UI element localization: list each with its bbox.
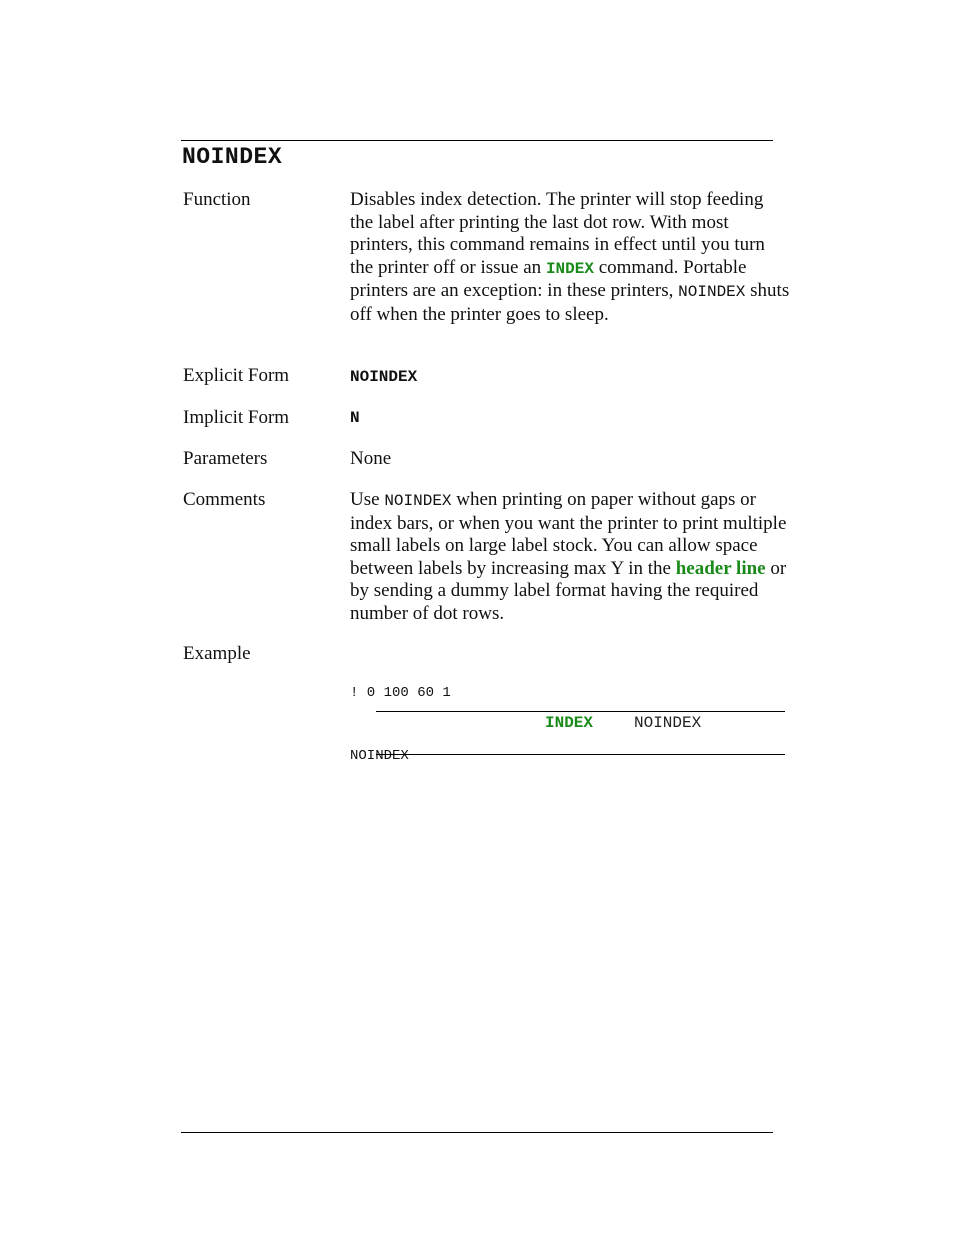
- page-title: NOINDEX: [182, 144, 283, 170]
- parameters-value: None: [350, 448, 392, 469]
- function-text-part1: Disables index detection. The printer will stop feeding the label after printing the last dot row. With most printers, this command remains in effect until you turn the printer off or issue an: [350, 189, 765, 278]
- bottom-rule: [181, 1132, 773, 1133]
- function-text-part2: command. Portable printers are an exception: in these printers,: [350, 256, 747, 301]
- comments-description: [350, 489, 790, 625]
- explicit-form-value: NOINDEX: [350, 368, 418, 386]
- function-description: [350, 189, 790, 326]
- implicit-form-label: Implicit Form: [183, 407, 290, 428]
- see-also-noindex-item: NOINDEX: [634, 714, 702, 732]
- comments-text-part2: when printing on paper without gaps or index bars, or when you want the printer to print multiple small labels on large label stock. You can allow space between labels by increasing max Y in the: [350, 489, 787, 579]
- noindex-inline-code: NOINDEX: [384, 492, 452, 510]
- noindex-inline-code: NOINDEX: [678, 283, 746, 301]
- index-command-link[interactable]: INDEX: [545, 259, 594, 278]
- example-label: Example: [183, 643, 251, 664]
- see-also-index-link[interactable]: INDEX: [545, 714, 594, 732]
- see-also-top-rule: [376, 711, 785, 712]
- function-text-part3: shuts off when the printer goes to sleep.: [350, 280, 790, 325]
- header-line-link[interactable]: header line: [675, 557, 766, 579]
- comments-text-part1: Use: [350, 489, 385, 510]
- example-code-line: ! 0 100 60 1: [350, 685, 451, 701]
- explicit-form-label: Explicit Form: [183, 365, 290, 386]
- comments-text-part3: or by sending a dummy label format having the required number of dot rows.: [350, 557, 787, 624]
- top-rule: [181, 140, 773, 141]
- function-label: Function: [183, 189, 251, 210]
- example-code-line: NOINDEX: [350, 748, 409, 764]
- example-code-block: [350, 641, 451, 788]
- comments-label: Comments: [183, 489, 266, 510]
- see-also-bottom-rule: [376, 754, 785, 755]
- parameters-label: Parameters: [183, 448, 268, 469]
- implicit-form-value: N: [350, 409, 360, 427]
